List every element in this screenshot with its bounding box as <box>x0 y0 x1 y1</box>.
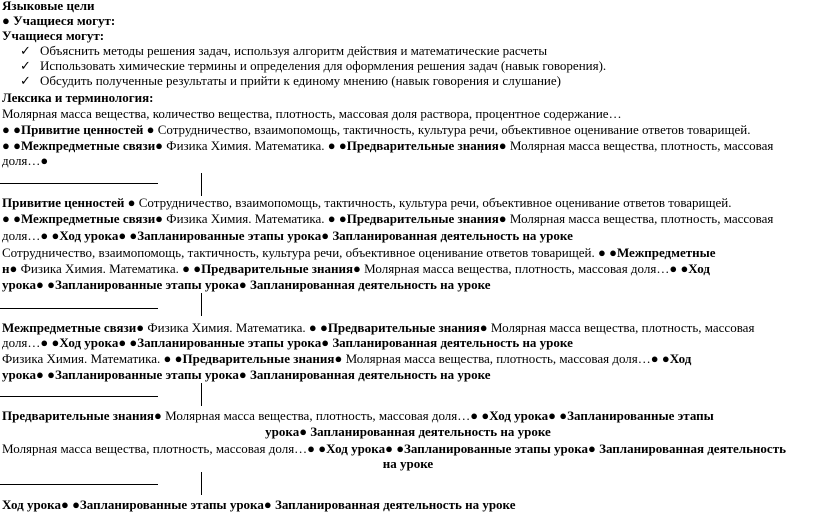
lesson-flow-text: ●Ход урока● ●Запланированные этапы урока● Запланированная деятельность <box>318 441 786 456</box>
goal-item-1 <box>20 43 547 58</box>
cross-links-line-4 <box>2 320 754 335</box>
lesson-flow-label: ●Ход <box>661 351 692 366</box>
lesson-flow-cont-6: урока● Запланированная деятельность на уроке <box>265 424 551 439</box>
prior-knowledge-label: ●Предварительные знания● <box>338 211 507 226</box>
cross-links-label: ● ●Межпредметные связи● <box>2 211 164 226</box>
lesson-flow-text-3: урока● ●Запланированные этапы урока● Запланированная деятельность на уроке <box>2 277 491 292</box>
lesson-flow-line-2 <box>2 228 573 243</box>
cross-links-line-5 <box>2 351 691 366</box>
cross-links-text: Физика Химия. Математика. ● <box>163 211 339 226</box>
goal-text-3: Обсудить полученные результаты и прийти к единому мнению (навык говорения и слушание) <box>40 73 561 88</box>
goal-text-2: Использовать химические термины и определения для оформления решения задач (навык говорения). <box>40 58 607 73</box>
cross-links-fragment: н <box>2 261 10 276</box>
language-goals-heading: Языковые цели <box>2 0 95 13</box>
values-text: ● Сотрудничество, взаимопомощь, тактичность, культура речи, объективное оценивание ответов товарищей. <box>124 195 732 210</box>
text-cursor-divider <box>201 293 202 316</box>
cross-links-label: ●Межпредметные <box>609 245 716 260</box>
prior-knowledge-cont: доля…● <box>2 153 49 168</box>
checkmark-icon: ✓ <box>20 73 31 88</box>
goal-item-2 <box>20 58 606 73</box>
lesson-flow-text: ●Ход урока● ●Запланированные этапы урока● Запланированная деятельность на уроке <box>51 335 573 350</box>
checkmark-icon: ✓ <box>20 58 31 73</box>
lesson-flow-text-5: урока● ●Запланированные этапы урока● Запланированная деятельность на уроке <box>2 367 491 382</box>
values-line <box>2 122 750 137</box>
lesson-flow-label: ●Ход <box>680 261 710 276</box>
footnote-rule <box>0 396 158 397</box>
values-line-3 <box>2 245 716 260</box>
cross-links-line <box>2 138 773 153</box>
prior-knowledge-text: Молярная масса вещества, плотность, массовая доля…● <box>342 351 662 366</box>
prior-knowledge-label: ●Предварительные знания● <box>193 261 361 276</box>
prior-knowledge-label: ●Предварительные знания● <box>319 320 488 335</box>
lesson-flow-line-4 <box>2 335 573 350</box>
text-cursor-divider <box>201 383 202 406</box>
students-can-heading: Учащиеся могут: <box>2 28 105 43</box>
cross-links-text: Физика Химия. Математика. ● <box>2 351 175 366</box>
cross-links-text: Физика Химия. Математика. ● <box>144 320 320 335</box>
values-label: Привитие ценностей <box>2 195 125 210</box>
goal-text-1: Объяснить методы решения задач, используя алгоритм действия и математические расчеты <box>40 43 548 58</box>
prior-knowledge-label: Предварительные знания● <box>2 408 162 423</box>
values-text: Сотрудничество, взаимопомощь, тактичность, культура речи, объективное оценивание ответов товарищей. <box>154 122 751 137</box>
prior-knowledge-line-6 <box>2 408 714 423</box>
values-line-2 <box>2 195 732 210</box>
prior-knowledge-text: Молярная масса вещества, плотность, массовая <box>506 138 774 153</box>
prior-knowledge-line-7 <box>2 441 786 456</box>
cross-links-label: ● ●Межпредметные связи● <box>2 138 164 153</box>
lexicon-heading: Лексика и терминология: <box>2 90 154 105</box>
text-cursor-divider <box>201 472 202 495</box>
prior-knowledge-text: Молярная масса вещества, плотность, массовая доля…● <box>161 408 482 423</box>
values-label: ● ●Привитие ценностей ● <box>2 122 155 137</box>
prior-knowledge-text: Молярная масса вещества, плотность, массовая доля…● <box>360 261 681 276</box>
lesson-flow-text: ●Ход урока● ●Запланированные этапы урока● Запланированная деятельность на уроке <box>51 228 573 243</box>
students-can-bullet: ● Учащиеся могут: <box>2 13 116 28</box>
prior-knowledge-text: Молярная масса вещества, плотность, массовая <box>487 320 755 335</box>
prior-knowledge-text: Молярная масса вещества, плотность, массовая доля…● <box>2 441 319 456</box>
values-text: Сотрудничество, взаимопомощь, тактичность, культура речи, объективное оценивание ответов товарищей. ● <box>2 245 610 260</box>
footnote-rule <box>0 484 158 485</box>
checkmark-icon: ✓ <box>20 43 31 58</box>
prior-knowledge-label: ●Предварительные знания● <box>174 351 343 366</box>
cross-links-label: Межпредметные связи● <box>2 320 145 335</box>
cross-links-text: ● Физика Химия. Математика. ● <box>9 261 194 276</box>
prior-knowledge-text: Молярная масса вещества, плотность, массовая <box>506 211 774 226</box>
lesson-flow-cont-7: на уроке <box>382 456 434 471</box>
cross-links-line-3 <box>2 261 710 276</box>
prior-knowledge-cont: доля…● <box>2 335 52 350</box>
text-cursor-divider <box>201 173 202 196</box>
footnote-rule <box>0 183 158 184</box>
goal-item-3 <box>20 73 561 88</box>
cross-links-text: Физика Химия. Математика. ● <box>163 138 339 153</box>
lesson-flow-text: ●Ход урока● ●Запланированные этапы <box>481 408 714 423</box>
lexicon-text: Молярная масса вещества, количество вещества, плотность, массовая доля раствора, процентное содержание… <box>2 106 622 121</box>
lesson-flow-line-8: Ход урока● ●Запланированные этапы урока● Запланированная деятельность на уроке <box>2 497 516 512</box>
prior-knowledge-cont: доля…● <box>2 228 52 243</box>
cross-links-line-2 <box>2 211 773 226</box>
footnote-rule <box>0 308 158 309</box>
prior-knowledge-label: ●Предварительные знания● <box>338 138 507 153</box>
